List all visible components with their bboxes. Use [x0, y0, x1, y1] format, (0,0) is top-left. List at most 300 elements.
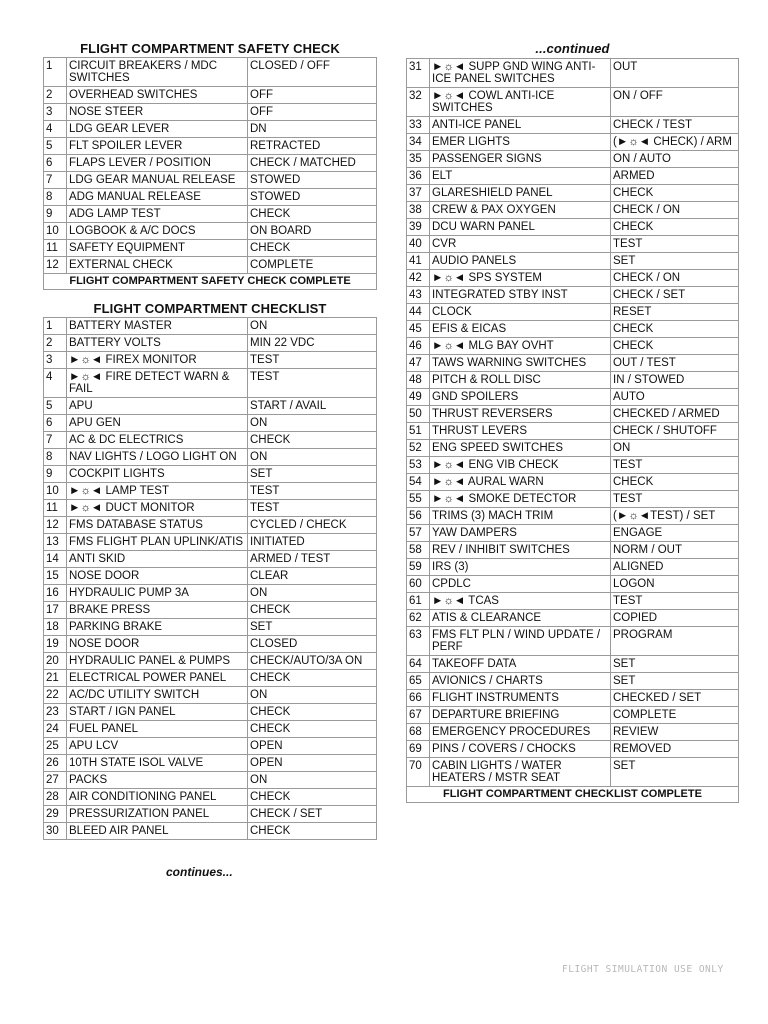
row-item: TRIMS (3) MACH TRIM — [430, 508, 611, 525]
row-number: 23 — [44, 704, 67, 721]
row-value: CHECK — [611, 338, 739, 355]
row-item: ELECTRICAL POWER PANEL — [67, 670, 248, 687]
checklist-row — [407, 491, 739, 508]
row-item: TAKEOFF DATA — [430, 656, 611, 673]
row-value: INITIATED — [248, 534, 377, 551]
row-value: PROGRAM — [611, 627, 739, 656]
row-item: APU GEN — [67, 415, 248, 432]
checklist-row — [44, 335, 377, 352]
row-value: ARMED — [611, 168, 739, 185]
row-item: EFIS & EICAS — [430, 321, 611, 338]
row-number: 30 — [44, 823, 67, 840]
row-number: 48 — [407, 372, 430, 389]
row-number: 50 — [407, 406, 430, 423]
row-value: CHECK / SHUTOFF — [611, 423, 739, 440]
row-number: 59 — [407, 559, 430, 576]
row-number: 43 — [407, 287, 430, 304]
checklist-row — [407, 270, 739, 287]
row-value: IN / STOWED — [611, 372, 739, 389]
safety-check-table — [43, 57, 377, 274]
row-number: 26 — [44, 755, 67, 772]
row-item: DEPARTURE BRIEFING — [430, 707, 611, 724]
row-item: SAFETY EQUIPMENT — [67, 240, 248, 257]
checklist-table-right — [406, 58, 739, 787]
checklist-row — [407, 59, 739, 88]
checklist-row — [407, 389, 739, 406]
row-item: YAW DAMPERS — [430, 525, 611, 542]
checklist-row — [407, 355, 739, 372]
row-number: 14 — [44, 551, 67, 568]
row-item: LDG GEAR LEVER — [67, 121, 248, 138]
checklist-row — [407, 593, 739, 610]
row-number: 63 — [407, 627, 430, 656]
row-item: IRS (3) — [430, 559, 611, 576]
continues-label: continues... — [166, 865, 233, 879]
row-number: 18 — [44, 619, 67, 636]
row-item: BATTERY VOLTS — [67, 335, 248, 352]
row-number: 33 — [407, 117, 430, 134]
row-value: ALIGNED — [611, 559, 739, 576]
row-number: 7 — [44, 432, 67, 449]
row-value: RESET — [611, 304, 739, 321]
checklist-row — [407, 673, 739, 690]
row-number: 41 — [407, 253, 430, 270]
checklist-row — [44, 500, 377, 517]
row-item: CLOCK — [430, 304, 611, 321]
row-number: 5 — [44, 398, 67, 415]
checklist-row — [407, 88, 739, 117]
row-number: 46 — [407, 338, 430, 355]
row-number: 25 — [44, 738, 67, 755]
row-item: FLIGHT INSTRUMENTS — [430, 690, 611, 707]
row-value: RETRACTED — [248, 138, 377, 155]
row-value: CHECK / SET — [611, 287, 739, 304]
row-item: FMS FLT PLN / WIND UPDATE / PERF — [430, 627, 611, 656]
row-value: STOWED — [248, 172, 377, 189]
row-item: AUDIO PANELS — [430, 253, 611, 270]
checklist-complete: FLIGHT COMPARTMENT CHECKLIST COMPLETE — [406, 787, 739, 803]
row-number: 10 — [44, 483, 67, 500]
row-number: 4 — [44, 121, 67, 138]
checklist-row — [407, 457, 739, 474]
row-value: ON — [248, 585, 377, 602]
checklist-rows-right — [407, 59, 739, 787]
row-value: SET — [611, 253, 739, 270]
checklist-row — [44, 619, 377, 636]
row-value: ON — [248, 415, 377, 432]
row-item: AC & DC ELECTRICS — [67, 432, 248, 449]
row-value: ARMED / TEST — [248, 551, 377, 568]
section-gap — [43, 290, 377, 300]
row-item: HYDRAULIC PUMP 3A — [67, 585, 248, 602]
row-item: ADG MANUAL RELEASE — [67, 189, 248, 206]
row-item: BATTERY MASTER — [67, 318, 248, 335]
row-value: AUTO — [611, 389, 739, 406]
checklist-row — [407, 304, 739, 321]
row-item: EMER LIGHTS — [430, 134, 611, 151]
checklist-row — [407, 508, 739, 525]
row-number: 7 — [44, 172, 67, 189]
row-number: 51 — [407, 423, 430, 440]
row-value: CHECK / SET — [248, 806, 377, 823]
checklist-row — [407, 236, 739, 253]
row-value: OPEN — [248, 738, 377, 755]
row-item: LOGBOOK & A/C DOCS — [67, 223, 248, 240]
row-item: FMS FLIGHT PLAN UPLINK/ATIS — [67, 534, 248, 551]
row-value: OUT / TEST — [611, 355, 739, 372]
row-number: 47 — [407, 355, 430, 372]
checklist-row — [407, 542, 739, 559]
row-value: CHECK — [611, 474, 739, 491]
left-column — [43, 40, 377, 840]
row-value: OFF — [248, 87, 377, 104]
row-item: PACKS — [67, 772, 248, 789]
row-item: ELT — [430, 168, 611, 185]
checklist-row — [44, 585, 377, 602]
row-item: ►☼◄ AURAL WARN — [430, 474, 611, 491]
checklist-row — [44, 670, 377, 687]
row-item: PRESSURIZATION PANEL — [67, 806, 248, 823]
checklist-row — [44, 352, 377, 369]
row-item: PINS / COVERS / CHOCKS — [430, 741, 611, 758]
checklist-row — [44, 721, 377, 738]
row-number: 20 — [44, 653, 67, 670]
row-number: 64 — [407, 656, 430, 673]
row-item: ►☼◄ COWL ANTI-ICE SWITCHES — [430, 88, 611, 117]
checklist-row — [407, 372, 739, 389]
row-item: NOSE STEER — [67, 104, 248, 121]
row-value: CLEAR — [248, 568, 377, 585]
row-number: 3 — [44, 352, 67, 369]
row-item: ENG SPEED SWITCHES — [430, 440, 611, 457]
row-value: START / AVAIL — [248, 398, 377, 415]
row-value: TEST — [248, 483, 377, 500]
row-value: CHECK — [248, 206, 377, 223]
checklist-row — [44, 789, 377, 806]
checklist-row — [407, 423, 739, 440]
checklist-row — [407, 321, 739, 338]
checklist-rows-left — [44, 318, 377, 840]
row-number: 31 — [407, 59, 430, 88]
row-item: APU — [67, 398, 248, 415]
row-number: 27 — [44, 772, 67, 789]
row-item: PASSENGER SIGNS — [430, 151, 611, 168]
row-value: ON — [248, 449, 377, 466]
row-value: CLOSED / OFF — [248, 58, 377, 87]
row-item: AC/DC UTILITY SWITCH — [67, 687, 248, 704]
row-value: ON BOARD — [248, 223, 377, 240]
checklist-row — [44, 823, 377, 840]
checklist-row — [44, 568, 377, 585]
row-number: 68 — [407, 724, 430, 741]
checklist-row — [44, 704, 377, 721]
row-item: COCKPIT LIGHTS — [67, 466, 248, 483]
row-value: CHECKED / ARMED — [611, 406, 739, 423]
row-number: 12 — [44, 257, 67, 274]
row-value: CHECK — [248, 823, 377, 840]
row-value: CHECK / TEST — [611, 117, 739, 134]
checklist-row — [407, 525, 739, 542]
row-value: ON — [248, 772, 377, 789]
checklist-row — [407, 656, 739, 673]
row-number: 36 — [407, 168, 430, 185]
checklist-row — [44, 138, 377, 155]
row-number: 1 — [44, 58, 67, 87]
row-value: CHECK — [248, 721, 377, 738]
row-number: 8 — [44, 449, 67, 466]
checklist-row — [44, 806, 377, 823]
row-value: MIN 22 VDC — [248, 335, 377, 352]
row-item: ►☼◄ SMOKE DETECTOR — [430, 491, 611, 508]
checklist-row — [44, 155, 377, 172]
row-number: 39 — [407, 219, 430, 236]
row-item: PITCH & ROLL DISC — [430, 372, 611, 389]
row-number: 57 — [407, 525, 430, 542]
row-number: 66 — [407, 690, 430, 707]
row-number: 19 — [44, 636, 67, 653]
row-number: 69 — [407, 741, 430, 758]
row-value: COMPLETE — [248, 257, 377, 274]
row-value: CHECK — [248, 602, 377, 619]
checklist-row — [44, 104, 377, 121]
row-value: CHECK / MATCHED — [248, 155, 377, 172]
row-number: 61 — [407, 593, 430, 610]
row-value: TEST — [611, 593, 739, 610]
row-number: 40 — [407, 236, 430, 253]
checklist-row — [407, 440, 739, 457]
row-item: GLARESHIELD PANEL — [430, 185, 611, 202]
row-item: CABIN LIGHTS / WATER HEATERS / MSTR SEAT — [430, 758, 611, 787]
checklist-row — [44, 534, 377, 551]
row-item: NOSE DOOR — [67, 568, 248, 585]
row-value: ON — [248, 687, 377, 704]
checklist-row — [407, 151, 739, 168]
row-number: 65 — [407, 673, 430, 690]
row-number: 9 — [44, 206, 67, 223]
row-item: EMERGENCY PROCEDURES — [430, 724, 611, 741]
row-number: 29 — [44, 806, 67, 823]
checklist-row — [44, 369, 377, 398]
row-item: ►☼◄ FIRE DETECT WARN & FAIL — [67, 369, 248, 398]
row-number: 62 — [407, 610, 430, 627]
row-value: NORM / OUT — [611, 542, 739, 559]
row-number: 52 — [407, 440, 430, 457]
checklist-row — [44, 206, 377, 223]
row-value: SET — [611, 758, 739, 787]
row-number: 56 — [407, 508, 430, 525]
row-value: REMOVED — [611, 741, 739, 758]
row-number: 6 — [44, 415, 67, 432]
row-value: COMPLETE — [611, 707, 739, 724]
row-value: TEST — [248, 500, 377, 517]
row-item: TAWS WARNING SWITCHES — [430, 355, 611, 372]
row-value: ON / AUTO — [611, 151, 739, 168]
row-value: CHECK — [611, 321, 739, 338]
row-number: 5 — [44, 138, 67, 155]
row-item: ►☼◄ LAMP TEST — [67, 483, 248, 500]
safety-check-title: FLIGHT COMPARTMENT SAFETY CHECK — [80, 41, 340, 56]
row-item: PARKING BRAKE — [67, 619, 248, 636]
row-number: 3 — [44, 104, 67, 121]
row-number: 10 — [44, 223, 67, 240]
row-item: ADG LAMP TEST — [67, 206, 248, 223]
checklist-row — [407, 741, 739, 758]
row-item: CIRCUIT BREAKERS / MDC SWITCHES — [67, 58, 248, 87]
checklist-row — [44, 449, 377, 466]
checklist-row — [44, 602, 377, 619]
row-number: 9 — [44, 466, 67, 483]
row-value: CLOSED — [248, 636, 377, 653]
row-item: ►☼◄ SUPP GND WING ANTI-ICE PANEL SWITCHES — [430, 59, 611, 88]
row-value: CHECK — [248, 670, 377, 687]
checklist-title: FLIGHT COMPARTMENT CHECKLIST — [93, 301, 327, 316]
row-value: CHECK — [248, 704, 377, 721]
checklist-row — [44, 189, 377, 206]
row-number: 12 — [44, 517, 67, 534]
row-item: ANTI SKID — [67, 551, 248, 568]
checklist-row — [44, 466, 377, 483]
row-number: 67 — [407, 707, 430, 724]
checklist-row — [44, 223, 377, 240]
safety-check-rows — [44, 58, 377, 274]
row-value: CYCLED / CHECK — [248, 517, 377, 534]
row-item: REV / INHIBIT SWITCHES — [430, 542, 611, 559]
checklist-row — [44, 432, 377, 449]
row-item: GND SPOILERS — [430, 389, 611, 406]
row-item: ►☼◄ TCAS — [430, 593, 611, 610]
row-value: OPEN — [248, 755, 377, 772]
checklist-row — [44, 653, 377, 670]
checklist-row — [407, 338, 739, 355]
checklist-row — [407, 219, 739, 236]
checklist-row — [44, 755, 377, 772]
row-number: 49 — [407, 389, 430, 406]
row-number: 1 — [44, 318, 67, 335]
row-value: CHECK — [611, 185, 739, 202]
checklist-row — [44, 172, 377, 189]
row-item: DCU WARN PANEL — [430, 219, 611, 236]
row-value: CHECKED / SET — [611, 690, 739, 707]
checklist-row — [44, 517, 377, 534]
row-number: 4 — [44, 369, 67, 398]
row-number: 42 — [407, 270, 430, 287]
row-item: OVERHEAD SWITCHES — [67, 87, 248, 104]
row-item: LDG GEAR MANUAL RELEASE — [67, 172, 248, 189]
row-number: 37 — [407, 185, 430, 202]
row-item: NOSE DOOR — [67, 636, 248, 653]
row-value: SET — [248, 466, 377, 483]
row-number: 58 — [407, 542, 430, 559]
checklist-row — [44, 551, 377, 568]
checklist-table-left — [43, 317, 377, 840]
checklist-row — [407, 707, 739, 724]
checklist-row — [407, 576, 739, 593]
row-number: 28 — [44, 789, 67, 806]
row-item: ►☼◄ MLG BAY OVHT — [430, 338, 611, 355]
row-value: SET — [611, 656, 739, 673]
row-item: 10TH STATE ISOL VALVE — [67, 755, 248, 772]
row-number: 60 — [407, 576, 430, 593]
checklist-row — [407, 559, 739, 576]
row-number: 16 — [44, 585, 67, 602]
checklist-row — [44, 772, 377, 789]
row-item: ►☼◄ SPS SYSTEM — [430, 270, 611, 287]
row-value: CHECK — [611, 219, 739, 236]
row-value: (►☼◄ CHECK) / ARM — [611, 134, 739, 151]
row-value: OUT — [611, 59, 739, 88]
checklist-row — [407, 253, 739, 270]
checklist-row — [44, 58, 377, 87]
row-value: ENGAGE — [611, 525, 739, 542]
checklist-row — [407, 202, 739, 219]
row-number: 22 — [44, 687, 67, 704]
row-item: AIR CONDITIONING PANEL — [67, 789, 248, 806]
checklist-row — [44, 738, 377, 755]
row-item: ►☼◄ DUCT MONITOR — [67, 500, 248, 517]
row-value: OFF — [248, 104, 377, 121]
row-number: 21 — [44, 670, 67, 687]
checklist-row — [407, 474, 739, 491]
checklist-row — [407, 610, 739, 627]
checklist-row — [407, 117, 739, 134]
row-number: 24 — [44, 721, 67, 738]
row-number: 70 — [407, 758, 430, 787]
checklist-row — [44, 240, 377, 257]
row-number: 34 — [407, 134, 430, 151]
row-value: ON — [611, 440, 739, 457]
row-item: THRUST LEVERS — [430, 423, 611, 440]
row-item: FUEL PANEL — [67, 721, 248, 738]
row-value: TEST — [248, 369, 377, 398]
row-number: 11 — [44, 500, 67, 517]
checklist-row — [44, 483, 377, 500]
checklist-row — [407, 724, 739, 741]
checklist-row — [407, 185, 739, 202]
row-number: 35 — [407, 151, 430, 168]
row-item: ►☼◄ FIREX MONITOR — [67, 352, 248, 369]
checklist-row — [407, 287, 739, 304]
row-number: 2 — [44, 87, 67, 104]
row-item: APU LCV — [67, 738, 248, 755]
row-item: ANTI-ICE PANEL — [430, 117, 611, 134]
row-item: AVIONICS / CHARTS — [430, 673, 611, 690]
row-number: 17 — [44, 602, 67, 619]
row-value: DN — [248, 121, 377, 138]
row-value: SET — [611, 673, 739, 690]
row-number: 15 — [44, 568, 67, 585]
checklist-row — [44, 398, 377, 415]
row-value: CHECK — [248, 240, 377, 257]
row-value: ON / OFF — [611, 88, 739, 117]
row-item: ATIS & CLEARANCE — [430, 610, 611, 627]
checklist-row — [44, 636, 377, 653]
row-value: (►☼◄TEST) / SET — [611, 508, 739, 525]
checklist-row — [44, 687, 377, 704]
row-value: CHECK / ON — [611, 202, 739, 219]
checklist-row — [407, 406, 739, 423]
row-value: CHECK — [248, 432, 377, 449]
row-number: 6 — [44, 155, 67, 172]
row-number: 45 — [407, 321, 430, 338]
row-item: INTEGRATED STBY INST — [430, 287, 611, 304]
row-item: ►☼◄ ENG VIB CHECK — [430, 457, 611, 474]
row-value: CHECK / ON — [611, 270, 739, 287]
safety-check-complete: FLIGHT COMPARTMENT SAFETY CHECK COMPLETE — [43, 274, 377, 290]
row-value: CHECK — [248, 789, 377, 806]
row-item: NAV LIGHTS / LOGO LIGHT ON — [67, 449, 248, 466]
row-value: ON — [248, 318, 377, 335]
row-item: EXTERNAL CHECK — [67, 257, 248, 274]
